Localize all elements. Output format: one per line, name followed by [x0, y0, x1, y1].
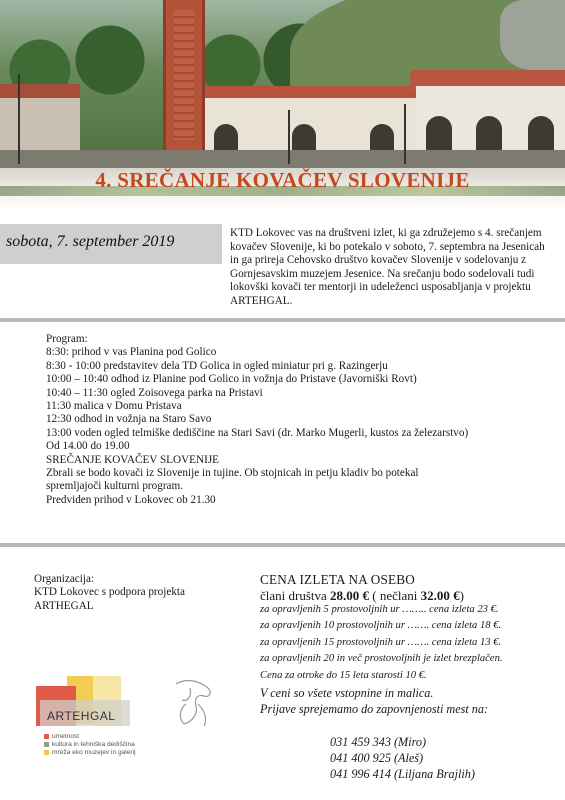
program-line: 13:00 voden ogled telmiške dediščine na Stari Savi (dr. Marko Mugerli, kustos za železarstvo)	[46, 426, 469, 439]
price-heading: CENA IZLETA NA OSEBO	[260, 572, 415, 587]
program-line: spremljajoči kulturni program.	[46, 480, 184, 493]
intro-line: ARTEHGAL.	[230, 294, 293, 307]
price-line: za opravljenih 15 prostovoljnih ur ……. cena izleta 13 €.	[260, 636, 502, 648]
program-line: Program:	[46, 333, 88, 345]
program-line: SREČANJE KOVAČEV SLOVENIJE	[46, 453, 220, 466]
program-line: 8:30: prihod v vas Planina pod Golico	[46, 346, 217, 359]
legend-square-icon	[44, 742, 49, 747]
artehgal-logo-text: ARTEHGAL	[47, 709, 116, 723]
price-line: za opravljenih 20 in več prostovoljnih je izlet brezplačen.	[260, 653, 503, 665]
legend-square-icon	[44, 750, 49, 755]
divider	[0, 318, 565, 322]
organization-block	[34, 573, 185, 613]
contact-phones	[330, 734, 475, 782]
street-lamp	[404, 104, 406, 164]
members-price: 28.00 €	[330, 588, 370, 603]
nonmembers-prefix: ( nečlani	[369, 588, 421, 603]
logo-legend-item	[44, 733, 79, 741]
intro-line: lokovški kovači ter mentorji in udeleženci usposabljanja v projektu	[230, 281, 531, 294]
program-line: Predviden prihod v Lokovec ob 21.30	[46, 493, 216, 506]
program-section	[46, 333, 556, 507]
street-lamp	[288, 110, 290, 164]
organization-line: KTD Lokovec s podpora projekta	[34, 586, 185, 599]
organization-line: ARTHEGAL	[34, 599, 94, 612]
price-line: za opravljenih 10 prostovoljnih ur ……. cena izleta 18 €.	[260, 620, 502, 632]
price-line: za opravljenih 5 prostovoljnih ur …….. cena izleta 23 €.	[260, 604, 499, 615]
price-line: V ceni so všete vstopnine in malica.	[260, 685, 434, 700]
intro-line: KTD Lokovec vas na društveni izlet, ki ga združejemo s 4. srečanjem	[230, 227, 542, 239]
legend-label: mreža eko muzejev in galerij	[52, 749, 136, 756]
price-list	[260, 604, 560, 719]
price-line: Cena za otroke do 15 leta starosti 10 €.	[260, 669, 427, 681]
rock-cliff	[500, 0, 565, 70]
intro-paragraph	[230, 227, 560, 309]
page-title: 4. SREČANJE KOVAČEV SLOVENIJE	[95, 168, 470, 192]
program-line: Od 14.00 do 19.00	[46, 440, 130, 453]
members-suffix: )	[459, 588, 465, 603]
ground	[0, 150, 565, 168]
brick-chimney	[163, 0, 205, 152]
members-prefix: člani društva	[260, 588, 331, 603]
street-lamp	[18, 74, 20, 164]
divider	[0, 543, 565, 547]
intro-line: Gornjesavskim muzejem Jesenice. Na srečanju bodo sodelovali tudi	[230, 267, 535, 280]
price-members	[260, 588, 464, 604]
nonmembers-price: 32.00 €	[420, 588, 460, 603]
event-date: sobota, 7. september 2019	[6, 233, 175, 250]
intro-line: in ga prireja Cehovsko društvo kovačev Slovenije v sodelovanju z	[230, 254, 527, 267]
program-line: 8:30 - 10:00 predstavitev dela TD Golica in ogled miniatur pri g. Razingerju	[46, 359, 388, 372]
program-line: 11:30 malica v Domu Pristava	[46, 400, 182, 413]
logo-legend-item	[44, 741, 135, 749]
program-line: Zbrali se bodo kovači iz Slovenije in tujine. Ob stojnicah in petju kladiv bo potekal	[46, 467, 419, 480]
price-line: Prijave sprejemamo do zapovnjenosti mest na:	[260, 702, 489, 717]
legend-label: umetnost	[52, 733, 80, 740]
anvil-sketch-icon	[168, 674, 218, 732]
legend-label: kultura in tehniška dediščina	[52, 741, 135, 748]
phone-line: 041 996 414 (Liljana Brajlih)	[330, 767, 475, 781]
organization-label: Organizacija:	[34, 573, 95, 585]
legend-square-icon	[44, 734, 49, 739]
phone-line: 041 400 925 (Aleš)	[330, 751, 424, 765]
phone-line: 031 459 343 (Miro)	[330, 735, 427, 749]
intro-line: kovačev Slovenije, ki bo potekalo v soboto, 7. septembra na Jesenicah	[230, 240, 545, 253]
logo-legend-item	[44, 749, 136, 757]
header-photo	[0, 0, 565, 168]
program-line: 12:30 odhod in vožnja na Staro Savo	[46, 413, 212, 426]
program-line: 10:40 – 11:30 ogled Zoisovega parka na Pristavi	[46, 386, 263, 399]
program-line: 10:00 – 10:40 odhod iz Planine pod Golico in vožnja do Pristave (Javorniški Rovt)	[46, 373, 417, 386]
